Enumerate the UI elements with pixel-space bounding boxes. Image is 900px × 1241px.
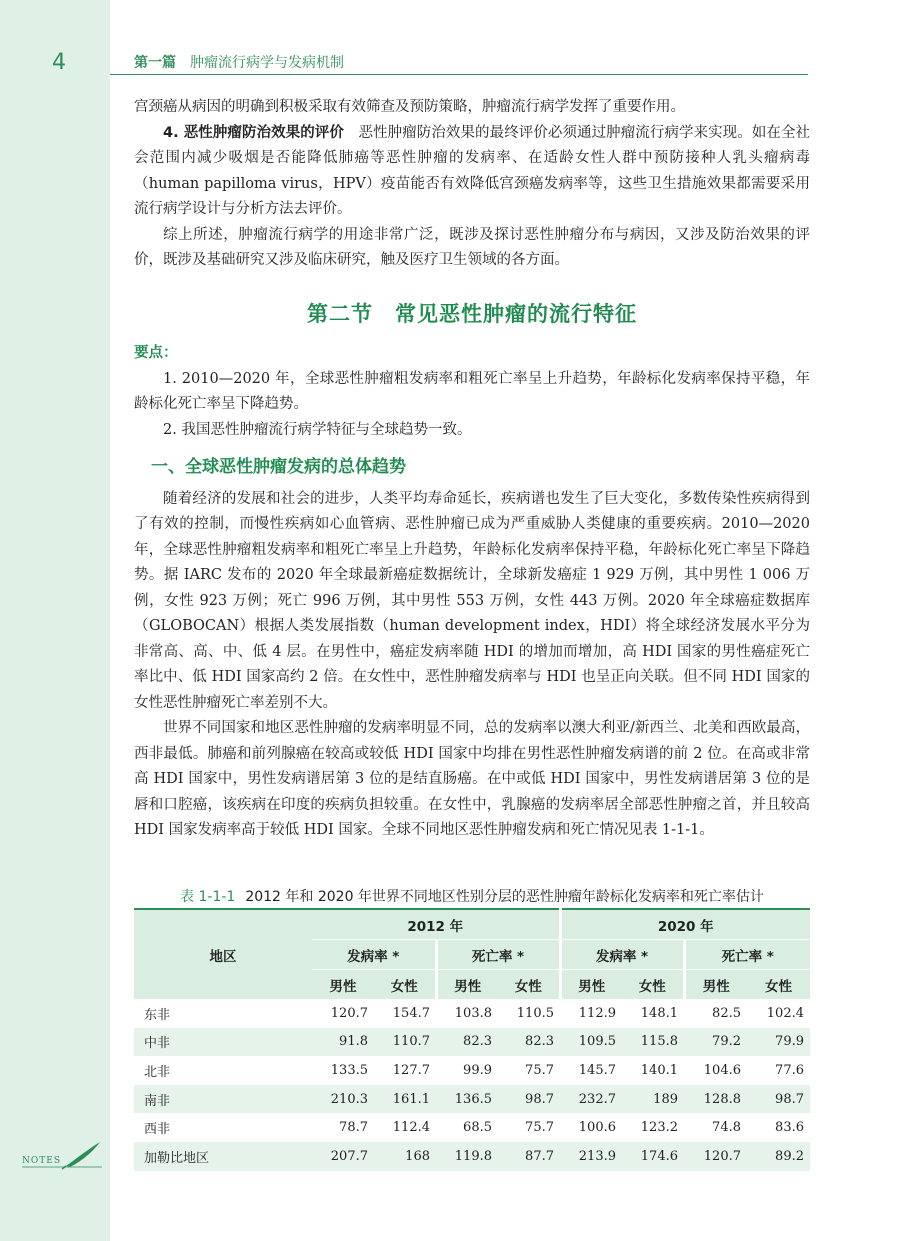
value-cell: 154.7 — [392, 1005, 430, 1021]
value-cell: 68.5 — [463, 1120, 492, 1136]
table-id: 表 1-1-1 — [180, 889, 236, 905]
page-number: 4 — [52, 50, 66, 75]
table-row — [134, 1085, 810, 1114]
region-cell: 南非 — [134, 1085, 312, 1114]
value-cell: 112.9 — [578, 1005, 616, 1021]
intro-paragraph-2 — [134, 121, 810, 223]
value-cell: 232.7 — [560, 1085, 622, 1114]
part-title: 肿瘤流行病学与发病机制 — [190, 55, 344, 71]
value-cell: 87.7 — [498, 1142, 560, 1171]
value-cell: 207.7 — [312, 1142, 374, 1171]
region-cell: 西非 — [144, 1122, 171, 1138]
value-cell: 110.5 — [516, 1005, 554, 1021]
value-cell: 98.7 — [747, 1085, 810, 1114]
incidence-header: 发病率 * — [560, 940, 684, 970]
keypoint-item: 2. 我国恶性肿瘤流行病学特征与全球趋势一致。 — [163, 421, 472, 438]
value-cell: 91.8 — [312, 1028, 374, 1057]
value-cell: 119.8 — [436, 1142, 498, 1171]
value-cell: 75.7 — [525, 1120, 554, 1136]
female-header: 女性 — [622, 970, 684, 1000]
male-header: 男性 — [684, 970, 747, 1000]
table-row — [134, 999, 810, 1028]
header-rule — [110, 74, 808, 75]
male-header: 男性 — [560, 970, 622, 1000]
item-body: 恶性肿瘤防治效果的最终评价必须通过肿瘤流行病学来实现。如在全社会范围内减少吸烟是否能降低肺癌等恶性肿瘤的发病率、在适龄女性人群中预防接种人乳头瘤病毒（human papilloma virus，HPV）疫苗能否有效降低宫颈癌发病率等，这些卫生措施效果都需要采用流行病学设计与分析方法去评价。 — [134, 124, 811, 217]
keypoints-label: 要点： — [134, 345, 178, 361]
female-header: 女性 — [374, 970, 436, 1000]
value-cell: 112.4 — [392, 1120, 430, 1136]
item-heading: 4. 恶性肿瘤防治效果的评价 — [163, 124, 344, 141]
male-header: 男性 — [312, 970, 374, 1000]
page-sidebar — [0, 0, 110, 1241]
body-paragraph-1: 随着经济的发展和社会的进步，人类平均寿命延长，疾病谱也发生了巨大变化，多数传染性疾病得到了有效的控制，而慢性疾病如心血管病、恶性肿瘤已成为严重威胁人类健康的重要疾病。2010—2020 年，全球恶性肿瘤粗发病率和粗死亡率呈上升趋势，年龄标化发病率保持平稳，年龄标化死亡率呈下降趋势。据 IARC 发布的 2020 年全球最新癌症数据统计，全球新发癌症 1 929 万例，其中男性 1 006 万例，女性 923 万例；死亡 996 万例，其中男性 553 万例，女性 443 万例。2020 年全球癌症数据库（GLOBOCAN）根据人类发展指数（human development index，HDI）将全球经济发展水平分为非常高、高、中、低 4 层。在男性中，癌症发病率随 HDI 的增加而增加，高 HDI 国家的男性癌症死亡率比中、低 HDI 国家高约 2 倍。在女性中，恶性肿瘤发病率与 HDI 也呈正向关联。但不同 HDI 国家的女性恶性肿瘤死亡率差别不大。 — [134, 490, 810, 711]
table-row — [134, 1113, 810, 1142]
intro-paragraph-1: 宫颈癌从病因的明确到积极采取有效筛查及预防策略，肿瘤流行病学发挥了重要作用。 — [134, 99, 685, 115]
main-content — [134, 95, 810, 844]
female-header: 女性 — [498, 970, 560, 1000]
region-cell: 中非 — [134, 1028, 312, 1057]
value-cell: 115.8 — [622, 1028, 684, 1057]
value-cell: 75.7 — [525, 1062, 554, 1078]
value-cell: 82.5 — [712, 1005, 741, 1021]
value-cell: 128.8 — [684, 1085, 747, 1114]
notes-label: NOTES — [22, 1156, 61, 1166]
table-body — [134, 999, 810, 1171]
value-cell: 89.2 — [747, 1142, 810, 1171]
table-row — [134, 1142, 810, 1171]
region-cell: 东非 — [144, 1007, 171, 1023]
value-cell: 148.1 — [640, 1005, 678, 1021]
table-caption-text: 2012 年和 2020 年世界不同地区性别分层的恶性肿瘤年龄标化发病率和死亡率估计 — [245, 889, 764, 905]
value-cell: 123.2 — [640, 1120, 678, 1136]
table-row — [134, 1056, 810, 1085]
value-cell: 133.5 — [330, 1062, 368, 1078]
running-header — [134, 52, 344, 72]
value-cell: 168 — [374, 1142, 436, 1171]
region-header: 地区 — [134, 909, 312, 999]
value-cell: 120.7 — [684, 1142, 747, 1171]
mortality-header: 死亡率 * — [436, 940, 560, 970]
female-header: 女性 — [747, 970, 810, 1000]
value-cell: 161.1 — [374, 1085, 436, 1114]
section-title: 第二节 常见恶性肿瘤的流行特征 — [307, 301, 637, 326]
value-cell: 120.7 — [330, 1005, 368, 1021]
value-cell: 140.1 — [640, 1062, 678, 1078]
value-cell: 82.3 — [498, 1028, 560, 1057]
body-paragraph-2: 世界不同国家和地区恶性肿瘤的发病率明显不同，总的发病率以澳大利亚/新西兰、北美和西欧最高，西非最低。肺癌和前列腺癌在较高或较低 HDI 国家中均排在男性恶性肿瘤发病谱的前 2 位。在高或非常高 HDI 国家中，男性发病谱居第 3 位的是结直肠癌。在中或低 HDI 国家中，男性发病谱居第 3 位的是唇和口腔癌，该疾病在印度的疾病负担较重。在女性中，乳腺癌的发病率居全部恶性肿瘤之首，并且较高 HDI 国家发病率高于较低 HDI 国家。全球不同地区恶性肿瘤发病和死亡情况见表 1-1-1。 — [134, 720, 810, 838]
value-cell: 77.6 — [775, 1062, 804, 1078]
male-header: 男性 — [436, 970, 498, 1000]
region-cell: 加勒比地区 — [134, 1142, 312, 1171]
value-cell: 145.7 — [578, 1062, 616, 1078]
region-cell: 北非 — [144, 1064, 171, 1080]
value-cell: 98.7 — [498, 1085, 560, 1114]
keypoint-item: 1. 2010—2020 年，全球恶性肿瘤粗发病率和粗死亡率呈上升趋势，年龄标化发病率保持平稳，年龄标化死亡率呈下降趋势。 — [134, 370, 810, 412]
part-label: 第一篇 — [134, 55, 176, 71]
value-cell: 109.5 — [560, 1028, 622, 1057]
value-cell: 78.7 — [339, 1120, 368, 1136]
value-cell: 102.4 — [766, 1005, 804, 1021]
subsection-title: 一、全球恶性肿瘤发病的总体趋势 — [151, 457, 406, 477]
data-table — [134, 908, 810, 1171]
table-caption — [134, 886, 810, 906]
value-cell: 79.9 — [747, 1028, 810, 1057]
value-cell: 83.6 — [775, 1120, 804, 1136]
value-cell: 127.7 — [392, 1062, 430, 1078]
value-cell: 74.8 — [712, 1120, 741, 1136]
value-cell: 210.3 — [312, 1085, 374, 1114]
table-row — [134, 1028, 810, 1057]
incidence-header: 发病率 * — [312, 940, 436, 970]
intro-paragraph-3: 综上所述，肿瘤流行病学的用途非常广泛，既涉及探讨恶性肿瘤分布与病因，又涉及防治效果的评价，既涉及基础研究又涉及临床研究，触及医疗卫生领域的各方面。 — [134, 226, 810, 268]
value-cell: 189 — [622, 1085, 684, 1114]
value-cell: 174.6 — [622, 1142, 684, 1171]
value-cell: 110.7 — [374, 1028, 436, 1057]
value-cell: 82.3 — [436, 1028, 498, 1057]
value-cell: 100.6 — [578, 1120, 616, 1136]
value-cell: 213.9 — [560, 1142, 622, 1171]
value-cell: 136.5 — [436, 1085, 498, 1114]
value-cell: 104.6 — [703, 1062, 741, 1078]
year-header-2020: 2020 年 — [560, 909, 810, 940]
mortality-header: 死亡率 * — [684, 940, 810, 970]
value-cell: 79.2 — [684, 1028, 747, 1057]
value-cell: 103.8 — [454, 1005, 492, 1021]
value-cell: 99.9 — [463, 1062, 492, 1078]
year-header-2012: 2012 年 — [312, 909, 560, 940]
